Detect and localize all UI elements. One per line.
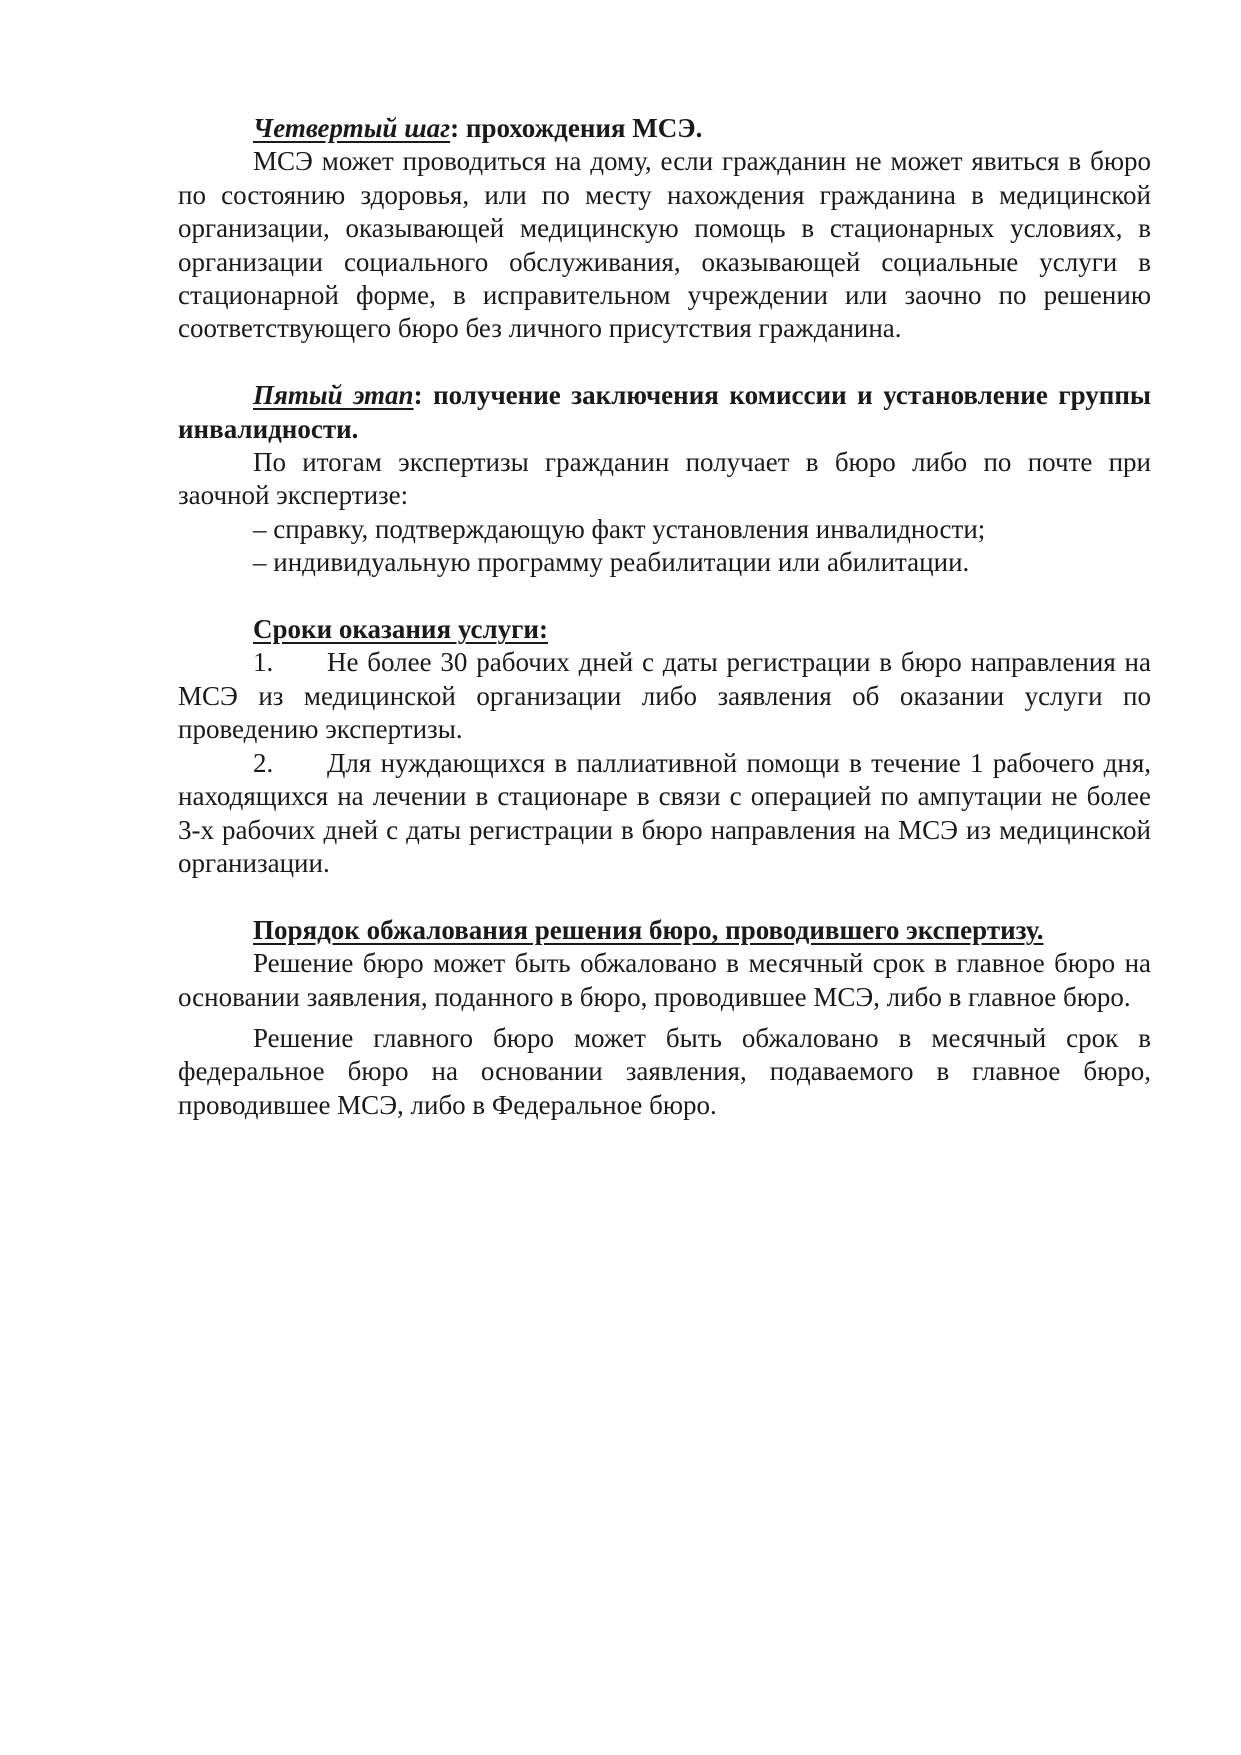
section5-body: По итогам экспертизы гражданин получает в бюро либо по почте при заочной экспертизе: [178, 447, 1151, 511]
section4-title-emphasis: Четвертый шаг [253, 113, 451, 143]
terms-item-text: Для нуждающихся в паллиативной помощи в течение 1 рабочего дня, находящихся на лечении в стационаре в связи с операцией по ампутации не более 3-х рабочих дней с даты регистрации в бюро направления на МСЭ из медицинской организации. [178, 747, 1151, 878]
section4-heading [178, 112, 1151, 145]
spacer [178, 346, 1151, 379]
appeal-paragraph-2: Решение главного бюро может быть обжаловано в месячный срок в федеральное бюро на основании заявления, подаваемого в главное бюро, проводившее МСЭ, либо в Федеральное бюро. [178, 1022, 1151, 1120]
section5-list-item: – индивидуальную программу реабилитации или абилитации. [253, 547, 970, 578]
terms-item-text: Не более 30 рабочих дней с даты регистрации в бюро направления на МСЭ из медицинской организации либо заявления об оказании услуги по проведению экспертизы. [178, 647, 1151, 745]
section5-heading [178, 379, 1151, 446]
appeal-heading [178, 914, 1151, 947]
terms-item [178, 646, 1151, 746]
document-page [178, 112, 1151, 1122]
spacer [178, 880, 1151, 913]
spacer [178, 580, 1151, 613]
section5-title-emphasis: Пятый этап [253, 380, 414, 411]
section4-title-rest: : прохождения МСЭ. [450, 113, 703, 143]
terms-title: Сроки оказания услуги: [253, 614, 548, 645]
section4-body: МСЭ может проводиться на дому, если гражданин не может явиться в бюро по состоянию здоровья, или по месту нахождения гражданина в медицинской организации, оказывающей медицинскую помощь в стационарных условиях, в организации социального обслуживания, оказывающей социальные услуги в стационарной форме, в исправительном учреждении или заочно по решению соответствующего бюро без личного присутствия гражданина. [178, 146, 1151, 344]
section5-list-item: – справку, подтверждающую факт установления инвалидности; [253, 513, 986, 544]
spacer [178, 1014, 1151, 1022]
terms-item-number: 2. [253, 747, 274, 778]
appeal-title: Порядок обжалования решения бюро, проводившего экспертизу. [253, 914, 1044, 945]
appeal-paragraph-1: Решение бюро может быть обжаловано в месячный срок в главное бюро на основании заявления, поданного в бюро, проводившее МСЭ, либо в главное бюро. [178, 948, 1151, 1012]
terms-item-number: 1. [253, 647, 274, 678]
terms-heading [178, 613, 1151, 646]
terms-item [178, 747, 1151, 881]
section5-title-rest: : получение заключения комиссии и установление группы инвалидности. [178, 380, 1152, 444]
